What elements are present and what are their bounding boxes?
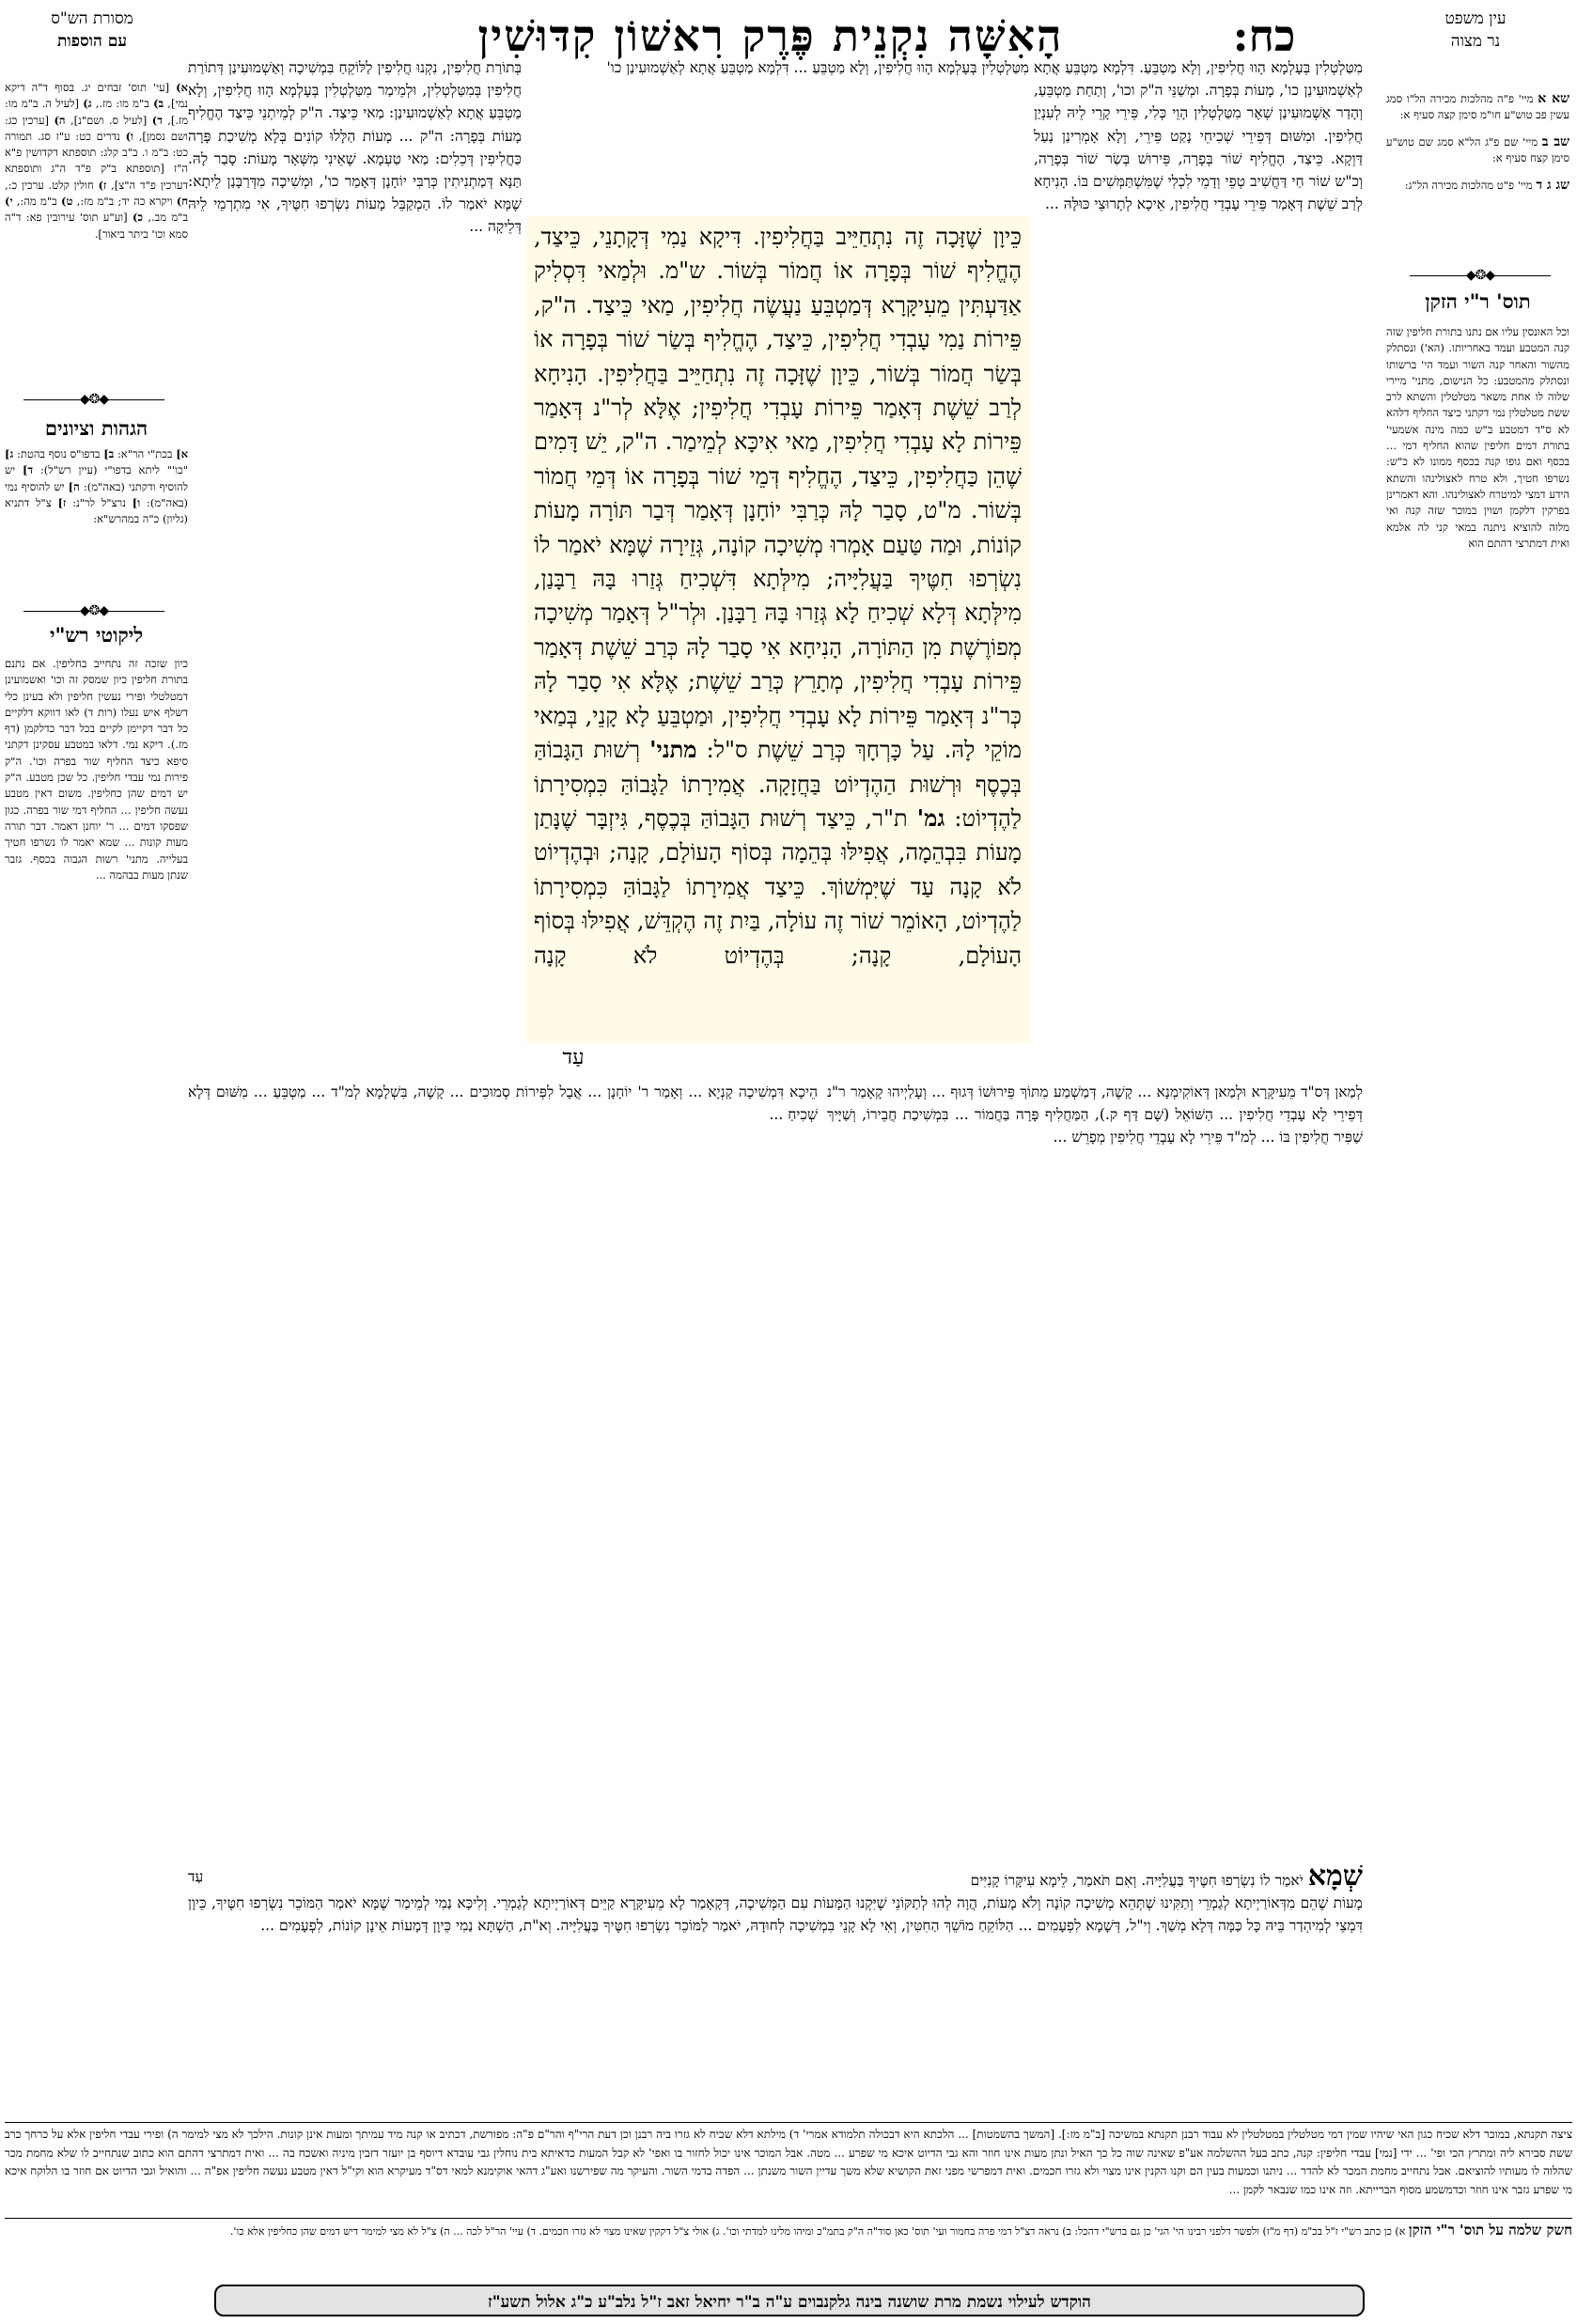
likutei-rashi-body: כיון שזכה זה נתחייב בחליפין. אם נתנם בתורת חליפין כיון שמסק זה וכו' ואשמועינן דמטלטלי ופירי נעשין חליפין ולא בעינן כלי דשלף איש נעלו (רות ד) לאו דווקא דלקיים כל דבר דקיימן לקיים בכל דבר כדלקמן (דף מז.). דיקא נמי. דלאו במטבע עסקינן דקתני סיפא כיצד החליף שור בפרה וכו'. ה"ק פירות נמי עבדי חליפין. כל שכן מטבע. ה"ק יש דמים שהן כחליפין. משום דאין מטבע נעשה חליפין ... החליף דמי שור בפרה. כגון שפסקו דמים ... ר' יוחנן דאמר. דבר תורה מעות קונות ... שמא יאמר לו נשרפו חטיך בעלייה. מתני' רשות הגבוה בכסף. גזבר שנתן מעות בבהמה ... — [5, 657, 188, 881]
dedication-banner: הוקדש לעילוי נשמת מרת שושנה בינה גלקנבוים ע"ה ב"ר יחיאל זאב ז"ל נלב"ע כ"ג אלול תשע"ז — [214, 2285, 1365, 2316]
entry-mark: א] — [176, 447, 188, 460]
entry-text: נרצ"ל לר"נ: — [72, 495, 126, 509]
ornament-divider-icon: ◆❂◆ — [14, 601, 174, 620]
entry-mark: ה) — [54, 113, 66, 127]
ein-mishpat-header — [1391, 8, 1560, 53]
entry-mark: א) — [176, 81, 188, 94]
entry-mark: ג) — [83, 97, 92, 111]
gemara-top-lines: מִטַּלְטְלִין בְּעָלְמָא הָווּ חֲלִיפִין, וְלָא מַטְבֵּעַ ... דִּלְמָא מַטְבֵּעַ אֲתָא לְאַשְׁמוּעִינַן כו' — [606, 59, 1029, 76]
entry-mark: ו) — [125, 129, 133, 143]
dibur-hamatchil-rest: יֹאמַר לוֹ נִשְׂרְפוּ חִטֶּיךָ בַּעֲלִיָּיה. וְאִם תֹּאמַר, לֵימָא עִיקָּרוֹ קָנִיִּים — [970, 1872, 1308, 1889]
entry-mark: שא א — [1538, 90, 1569, 106]
tosafot-commentary-top: בְּתוֹרַת חֲלִיפִין, נִקְנוּ חֲלִיפִין לַלּוֹקֵחַ בִּמְשִׁיכָה וְאַשְׁמוּעִינַן דְּתוֹרַת חֲלִיפִין בְּמִטַּלְטְלִין, וּלְמֵימַר מִטַּלְטְלִין בְּעָלְמָא הָווּ חֲלִיפִין, וְלָא מַטְבֵּעַ אֲתָא לְאַשְׁמוּעִינַן: מַאי כֵּיצַד. ה"ק לְמֵיתְנֵי כֵּיצַד הֶחֱלִיף מָעוֹת בְּפָרָה: ה"ק ... מָעוֹת הַלָּלוּ קוֹנִים בְּלָא מְשִׁיכַת פָּרָה כַּחֲלִיפִין דְּכֵלִים: מַאי טַעְמָא. שֶׁאֵינִי מִשְּׁאָר מָעוֹת: סָבַר לָהּ. תַּנָּא דְּמַתְנִיתִין כְּרַבִּי יוֹחָנָן דְּאָמַר כו', וּמְשִׁיכָה מִדְּרַבָּנַן לֵיתָא: שֶׁמָּא יֹאמַר לוֹ. הַמְקַבֵּל מָעוֹת נִשְׂרְפוּ חִטֶּיךָ, אִי מִתְרְמֵי לֵיהּ דְּלֵיקָה ... — [188, 59, 522, 236]
rashi-commentary-top: מִטַּלְטְלִין בְּעָלְמָא הָווּ חֲלִיפִין, וְלָא מַטְבֵּעַ. דִּלְמָא מַטְבֵּעַ אֲתָא לְאַשְׁמוּעִינַן כו', מָעוֹת בְּפָרָה. וּמְשַׁנֵּי ה"ק וכו', וְתַחַת מַטְבֵּעַ, וְהָדַר אַשְׁמוּעִינַן שְׁאָר מִטַּלְטְלִין הָוֵי כְּלִי, פֵּירֵי קָרֵי לֵיהּ לְעִנְיַן חֲלִיפִין. וּמִשּׁוּם דְּפֵירֵי שְׁכִיחֵי נָקַט פֵּירֵי, וְלָא אָמְרִינַן נַעַל דַּוְקָא. כֵּיצַד, הֶחֱלִיף שׁוֹר בְּפָרָה, פֵּירוּשׁ בְּשַׂר שׁוֹר בְּפָרָה, וְכ"ש שׁוֹר חַי דַּחֲשִׁיב טְפֵי וְדָמֵי לִכְלִי שֶׁמִּשְׁתַּמְּשִׁים בּוֹ. הָנִיחָא לְרַב שֵׁשֶׁת דְּאָמַר פֵּירֵי עָבְדֵי חֲלִיפִין, אֵיכָא לְתָרוּצֵי כּוּלָּהּ ... — [1034, 59, 1363, 213]
tosafot-rid-title: תוס' ר"י הזקן — [1425, 289, 1531, 313]
entry-mark: כ) — [132, 211, 143, 225]
entry-text: צ"ל דתניא (גליון) כ"ה במהרש"א: — [5, 495, 188, 526]
entry-text: יש להוסיף נמי (באה"מ): — [5, 479, 188, 509]
gemara-line: כֵּיוָן שֶׁזָּכָה זֶה נִתְחַיֵּיב בַּחֲלִיפִין. — [741, 224, 1022, 250]
entry-mark: י) — [5, 195, 13, 209]
mishnah-text: רְשׁוּת הַגָּבוֹהַּ בְּכֶסֶף וּרְשׁוּת הַהֶדְיוֹט בַּחֲזָקָה. אֲמִירָתוֹ לַגָּבוֹהַּ כִּמְסִירָתוֹ לַהֶדְיוֹט: — [534, 737, 1023, 832]
entry-text: ויקרא כה יד; ב"מ מז:, — [76, 195, 173, 209]
entry-text: ב"מ מו: מז., — [95, 97, 149, 111]
entry-text: מיי' פ"ט מהלכות מכירה הל"ג: — [1404, 178, 1533, 192]
entry-text: [וע"ע תוס' עירובין פא: ד"ה סמא וכו' ביתר ביאור]. — [5, 211, 188, 241]
tosafot-commentary-bottom: הֵיכָא דִּמְשִׁיכָה קָנְיָא ... וְאָמַר ר' יוֹחָנָן ... אֲבָל לִפְּירוֹת סְמוּכִים ... קָשֶׁה, בִּשְׁלָמָא לְמ"ד ... מַטְבֵּעַ ... מִשּׁוּם דְּלָא שְׁכִיחַ ... — [188, 1084, 818, 1124]
entry-text: נדרים כט: ע"ז סג. תמורה כט: ב"מ ו. ב"ב קלג: תוספתא דקדושין פ"א ה"ז [תוספתא ב"ק פ"ד ה"ג ותוספתא דערכין פ"ד ה"צ], — [5, 129, 188, 192]
entry-mark: ח) — [176, 195, 188, 209]
ein-mishpat-entry — [1386, 178, 1569, 194]
hesheq-shlomo-notes — [5, 2223, 1572, 2260]
entry-mark: שג ג ד — [1536, 177, 1569, 193]
entry-text: מיי' פ"ה מהלכות מכירה הל"ו סמג עשין פב טוש"ע חו"מ סימן קצה סעיף א: — [1386, 91, 1569, 121]
gemara-main-text — [526, 216, 1029, 1043]
entry-text: בדפו"ס נוסף בהטת: — [16, 447, 101, 460]
entry-text: מיי' שם פ"ג הל"א סמג שם טוש"ע סימן קצח סעיף א: — [1386, 134, 1569, 164]
mesoret-title: מסורת הש"ס — [51, 9, 133, 28]
entry-mark: ז) — [98, 178, 107, 192]
gemara-text: ת"ר, כֵּיצַד רְשׁוּת הַגָּבוֹהַּ בְּכֶסֶף, גִּיזְבָּר שֶׁנָּתַן מָעוֹת בִּבְהֵמָה, אֲפִילּוּ בְּהֵמָה בְּסוֹף הָעוֹלָם, קָנָה; וּבְהֶדְיוֹט לֹא קָנָה עַד שֶׁיִּמְשׁוֹךְ. כֵּיצַד אֲמִירָתוֹ לַגָּבוֹהַּ כִּמְסִירָתוֹ לַהֶדְיוֹט, הָאוֹמֵר שׁוֹר זֶה עוֹלָה, בַּיִת זֶה הֶקְדֵּשׁ, אֲפִילּוּ בְּסוֹף הָעוֹלָם, קָנָה; בְּהֶדְיוֹט לֹא קָנָה — [534, 804, 1022, 969]
entry-text: ב"מ מב., — [148, 211, 188, 225]
entry-mark: ט) — [61, 195, 73, 209]
entry-mark: ב] — [103, 447, 115, 460]
tosafot-dibur-hamatchil — [188, 1865, 1363, 1892]
ornament-divider-icon: ◆❂◆ — [14, 390, 174, 409]
entry-text: [לעיל ה. ב"מ מו: מז.], — [5, 97, 188, 127]
entry-text: [לעיל ס. ושם"נ], — [70, 113, 148, 127]
gemara-line: דְּקָתָנֵי, כֵּיצַד, הֶחֱלִיף שׁוֹר בְּפָרָה אוֹ חֲמוֹר בְּשׁוֹר. ש"מ. וּלְמַאי דִּסְלִיק אַדַּעְתִּין מֵעִיקָּרָא דְּמַטְבֵּעַ נַעֲשֶׂה חֲלִיפִין, מַאי כֵּיצַד. ה"ק, פֵּירוֹת נַמִי עָבְדִי חֲלִיפִין, כֵּיצַד, הֶחֱלִיף בְּשַׂר שׁוֹר בְּפָרָה אוֹ בְּשַׂר חֲמוֹר בְּשׁוֹר, כֵּיוָן שֶׁזָּכָה זֶה נִתְחַיֵּיב בַּחֲלִיפִין. הָנִיחָא לְרַב שֵׁשֶׁת דְּאָמַר פֵּירוֹת עָבְדִי חֲלִיפִין; אֶלָּא לְר"נ דְּאָמַר פֵּירוֹת לָא עָבְדִי חֲלִיפִין, מַאי אִיכָּא לְמֵימַר. ה"ק, יֵשׁ דָּמִים שֶׁהֵן כַּחֲלִיפִין, כֵּיצַד, הֶחֱלִיף דְּמֵי שׁוֹר בְּפָרָה אוֹ דְּמֵי חֲמוֹר בְּשׁוֹר. מ"ט, סָבַר לָהּ כְּרַבִּי יוֹחָנָן דְּאָמַר דְּבַר תּוֹרָה מָעוֹת קוֹנוֹת, וּמַה טַּעַם אָמְרוּ מְשִׁיכָה קוֹנָה, גְּזֵירָה שֶׁמָּא יֹאמַר לוֹ נִשְׂרְפוּ חִטֶּיךָ בַּעֲלִיָּיה; מִילְּתָא דִּשְׁכִיחַ גְּזַרוּ בָּהּ רַבָּנַן, מִילְּתָא דְּלָא שְׁכִיחַ לָא גְּזַרוּ בָּהּ רַבָּנַן. וּלְר"ל דְּאָמַר מְשִׁיכָה מְפוֹרֶשֶׁת מִן הַתּוֹרָה, הָנִיחָא אִי סָבַר לָהּ כְּרַב שֵׁשֶׁת דְּאָמַר פֵּירוֹת עָבְדִי חֲלִיפִין, מְתָרֵץ כְּרַב שֵׁשֶׁת; אֶלָּא אִי סָבַר לָהּ כְּר"נ דְּאָמַר פֵּירוֹת לָא עָבְדִי חֲלִיפִין, וּמַטְבֵּעַ לָא קָנֵי, בְּמַאי מוֹקֵי לָהּ. עַל כָּרְחָךְ כְּרַב שֵׁשֶׁת ס"ל: — [534, 224, 1022, 764]
tosafot-rid-body: וכל האונסין עליו אם נתנו בתורת חליפין שזה קנה המטבע ועמד באחריותו. (הא') ונסתלק מהשור והאחר קנה השור ועמד הי' ברשותו ונסתלק מהמטבע: כל הנישום, מתני' מיירי שלוה לו אחת משאר מטלטלין והשתא לרב ששת מטלטלין נמי דקתני כיצד החליף דלהא לא ס"ד דמטבע ב"ש כמה מינה אשמעי' בתורת דמים חליפין שהוא החליף דמי ... בכסף ואם גופו קנה בכסף ממונו לא כ"ש: נשרפו חטיך, ולא טרח לאצולינהו והשתא הידע דמצי למיטרח לאצולינהו. והא דאמרינן בפרקין דלקמן ושוין במוכר שזה קנה ואי מלוה להוציא ניתנה במאי קני לה אלמא ואית דמתרצי דהתם הוא — [1386, 325, 1569, 550]
ornament-divider-icon: ◆❂◆ — [1400, 266, 1560, 285]
mesoret-subtitle: עם הוספות — [57, 32, 127, 51]
hagahot-title: הגהות וציונים — [44, 416, 148, 440]
mesoret-entries — [5, 80, 188, 362]
entry-mark: ג] — [5, 447, 14, 460]
entry-mark: ב) — [153, 97, 164, 111]
gemara-label: גמ' — [916, 803, 945, 832]
ein-mishpat-entry — [1386, 91, 1569, 124]
hesheq-shlomo-label: חשק שלמה על תוס' ר"י הזקן — [1408, 2223, 1572, 2238]
ner-mitzvah-title: נר מצוה — [1450, 32, 1501, 51]
gemara-line: דִּיקָא נַמִי — [648, 224, 742, 250]
divider — [5, 2218, 1572, 2219]
rashi-commentary-bottom: לְמַאן דְּס"ד מֵעִיקָּרָא וּלְמַאן דְּאוֹקִימְנָא ... קָשֶׁה, דְּמַשְׁמַע מִתּוֹךְ פֵּירוּשׁוֹ דְּגוּף ... וְעָלַיְיהוּ קָאָמַר ר"נ דְּפֵירֵי לָא עָבְדֵי חֲלִיפִין ... הַשּׁוֹאֵל (שָׁם דַּף ק.), הַמַּחֲלִיף פָּרָה בַּחֲמוֹר ... בִּמְשִׁיכַת חֲבֵירוֹ, וְשַׁיָּיךְ שַׁפִּיר חֲלִיפִין בּוֹ ... לְמ"ד פֵּירֵי לָא עָבְדֵי חֲלִיפִין מְפָרֵשׁ ... — [827, 1084, 1363, 1146]
entry-mark: שב ב — [1541, 133, 1569, 149]
divider — [5, 2122, 1572, 2123]
entry-mark: ז] — [57, 495, 67, 509]
entry-text: חולין קלט. ערכין כ:, — [5, 178, 94, 192]
tosafot-shema-section — [188, 1865, 1363, 2091]
entry-mark: ד) — [151, 113, 163, 127]
daf-number: כח: — [1232, 10, 1296, 61]
likutei-rashi-title: ליקוטי רש"י — [49, 623, 144, 647]
hesheq-shlomo-text: א) כן כתב רש"י ז"ל בכ"מ (דף מ"ז) ולפשר דלפני רבינו הי' הגי' כן גם ברש"י דהכל: ב) נראה דצ"ל דמי פרה בחמור ועי' תוס' כאן סוד"ה ה"ק בתמ"כ ומיהו מלינו למדתי וכו'. ג) אולי צ"ל דקקין שאינו מצוי לא גזרו חכמים. ד) עיי' הר"ל לכה ... ה) צ"ל לא מצי למימר דיש דמים שהן כחליפין אלא כו'. — [229, 2225, 1406, 2238]
entry-text: [ערכין כג: ושם נסמן], — [5, 113, 188, 143]
hagahot-entries — [5, 446, 188, 597]
entry-mark: ה] — [68, 479, 80, 493]
entry-text: ב"מ מה:, — [16, 195, 57, 209]
entry-mark: ו] — [132, 495, 141, 509]
entry-text: "כו'" ליתא בדפו"י (עיין רש"ל): — [39, 463, 188, 477]
ein-mishpat-title: עין משפט — [1444, 9, 1507, 28]
dibur-hamatchil-lead: שְׁמָא — [1307, 1865, 1363, 1893]
catchword: עַד — [188, 1868, 204, 1885]
catchword: עַד — [562, 1046, 585, 1069]
entry-text: יש להוסיף ודקתני (באה"מ): — [5, 463, 188, 493]
entry-text: [עי' תוס' זבחים יג. בסוף ד"ה דיקא נמי], — [5, 81, 188, 111]
mishnah-label: מתני' — [649, 736, 697, 764]
entry-text: בכת"י הר"א: — [117, 447, 173, 460]
page-title: הָאִשָּׁה נִקְנֵית פֶּרֶק רִאשׁוֹן קִדּוּשִׁין — [477, 10, 1064, 61]
mesoret-header — [8, 8, 177, 53]
tosafot-text: מָעוֹת שֶׁהֵם מִדְּאוֹרַיְיתָא לְגַמְרֵי וְתַקִּינוּ שֶׁתְּהֵא מְשִׁיכָה קוֹנָה וְלֹא מָעוֹת, הֲוָה לְהוּ לְתַקּוֹנֵי שֶׁיִּקְנוּ הַמָּעוֹת עִם הַמְּשִׁיכָה, דְּקָאָמַר לָא מֵעִיקָּרָא קַיֵּים דְּאוֹרַיְיתָא לְגַמְרֵי. וְלִיכָּא נַמִי לְמֵימַר שֶׁמָּא יֹאמַר הַמּוֹכֵר נִשְׂרְפוּ חִטֶּיךָ, כֵּיוָן דִּמְצֵי לְמִיהְדַר בֵּיהּ כָּל כַּמָּה דְּלָא מְשַׁךְ. וְי"ל, דְּשָׁמָא לִפְעָמִים ... הַלּוֹקֵחַ מוֹשֵׁךְ הַחִטִּין, וְאִי לָא קָנֵי בִּמְשִׁיכָה לְחוּדָהּ, יֹאמַר לַמּוֹכֵר נִשְׂרְפוּ חִטֶּיךָ בַּעֲלִיָּיה. וְא"ת, הַשְׁתָּא נַמִי כֵּיוָן דְּמָעוֹת אֵינָן קוֹנוֹת, לִפְעָמִים ... — [188, 1895, 1363, 1935]
bottom-notes: ציצה תקנתא, במוכר דלא שכיח כגון האי שיהיו שמין דמי מטלטלין במטלטלין לא עבוד רבנן תקנתא במשיכה [ב"מ מז:]. [המשך בהשמטות] ... הלכתא היא דבכולה תלמודא אמרי' ד) מילתא דלא שכיח לא גזרו ביה רבנן וכן דעת הרי"ף והר"ם פ"ה: מפורשת, דכתיב או קנה מיד עמיתך ומעות אינן קונות. הילכך לא מצי למימר ה) ופירי עבדי חליפין אלא על כרחך כרב ששת סבירא ליה ומתרץ הכי ופי' ... ידי [נמי] עבדי חליפין: קנה, כתב בעל ההשלמה אע"פ שאינה שוה כל כך האיל ונתן מעות אינו חוזר והא גבי הדיוט איכא מי שפרע ... מטה. אבל המוכר אינו יכול לחזור בו ואפי' לא קבל המעות כדאיתא בית נוחלין גבי עובדא דיוסף בן יועזר דזבין מיניה ואשכח בה ... ואית דמתרצי דהתם הוא כתוב שנתחייב לו שלא מחמת מכר שהלוה לו מעותיו להוציאם. אבל נתחייב מחמת המכר לא להדר ... ניתנו וכמעות בעין הם וקנו הקנין אינו מצוי ולא גזרו חכמים. ואית דמפרשי מפני זאת הקושיא שלא משך עדיין השור משנתן ... הפדה בדמי השור. והעיקר מה שפירשנו ואע"ג דהאי אוקימנא למאי דס"ד מעיקרא הוא וקי"ל דאין מטבע נעשה חליפין אפ"ה ... והואיל וגבי הדיוט אם חוזר בו הלוקח איכא מי שפרע גזבר אינו חוזר וכדמשמע מסוף הברייתא. וזה אינו כמו שנבאר לקמן ... — [5, 2128, 1572, 2196]
ein-mishpat-entry — [1386, 134, 1569, 167]
ein-mishpat-entries — [1386, 80, 1569, 240]
entry-mark: ד] — [23, 463, 34, 477]
